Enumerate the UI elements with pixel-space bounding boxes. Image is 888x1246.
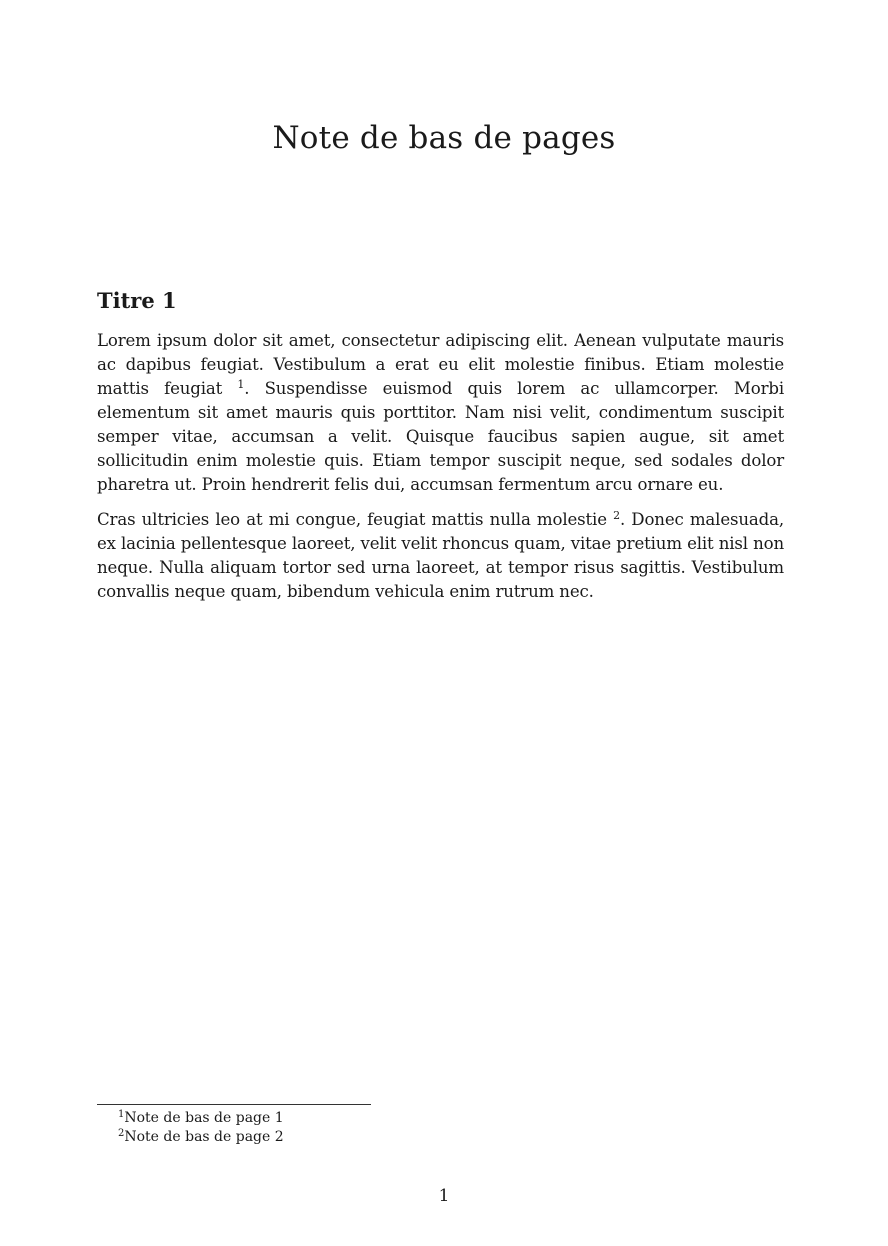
paragraph-2-text-before-note: Cras ultricies leo at mi congue, feugiat mattis nulla molestie xyxy=(97,510,614,529)
footnote-2-text: Note de bas de page 2 xyxy=(124,1129,284,1145)
footnote-1-mark: 1 xyxy=(118,1109,125,1120)
paragraph-2-text-after-note: . Donec malesuada, ex lacinia pellentesque laoreet, velit velit rhoncus quam, vitae pretium elit nisl non neque. Nulla aliquam tortor sed urna laoreet, at tempor risus sagittis. Vestibulum convallis neque quam, bibendum vehicula enim rutrum nec. xyxy=(97,510,784,601)
footnote-1-text: Note de bas de page 1 xyxy=(124,1110,284,1126)
footnote-divider xyxy=(97,1104,371,1105)
section-heading: Titre 1 xyxy=(97,288,177,313)
page-title: Note de bas de pages xyxy=(272,120,616,156)
footnote-marker-2: 2 xyxy=(613,509,620,522)
paragraph-1-text-after-note: . Suspendisse euismod quis lorem ac ullamcorper. Morbi elementum sit amet mauris quis porttitor. Nam nisi velit, condimentum suscipit semper vitae, accumsan a velit. Quisque faucibus sapien augue, sit amet sollicitudin enim molestie quis. Etiam tempor suscipit neque, sed sodales dolor pharetra ut. Proin hendrerit felis dui, accumsan fermentum arcu ornare eu. xyxy=(97,379,784,494)
footnote-1 xyxy=(118,1109,284,1128)
paragraph-1 xyxy=(97,329,784,497)
footnotes xyxy=(118,1109,284,1147)
paragraph-2 xyxy=(97,508,784,604)
footnote-marker-1: 1 xyxy=(237,378,245,391)
footnote-2-mark: 2 xyxy=(118,1128,125,1139)
footnote-2 xyxy=(118,1128,284,1147)
page-number: 1 xyxy=(438,1186,450,1206)
paragraph-1-text-before-note: Lorem ipsum dolor sit amet, consectetur adipiscing elit. Aenean vulputate mauris ac dapibus feugiat. Vestibulum a erat eu elit molestie finibus. Etiam molestie mattis feugiat xyxy=(97,331,784,398)
